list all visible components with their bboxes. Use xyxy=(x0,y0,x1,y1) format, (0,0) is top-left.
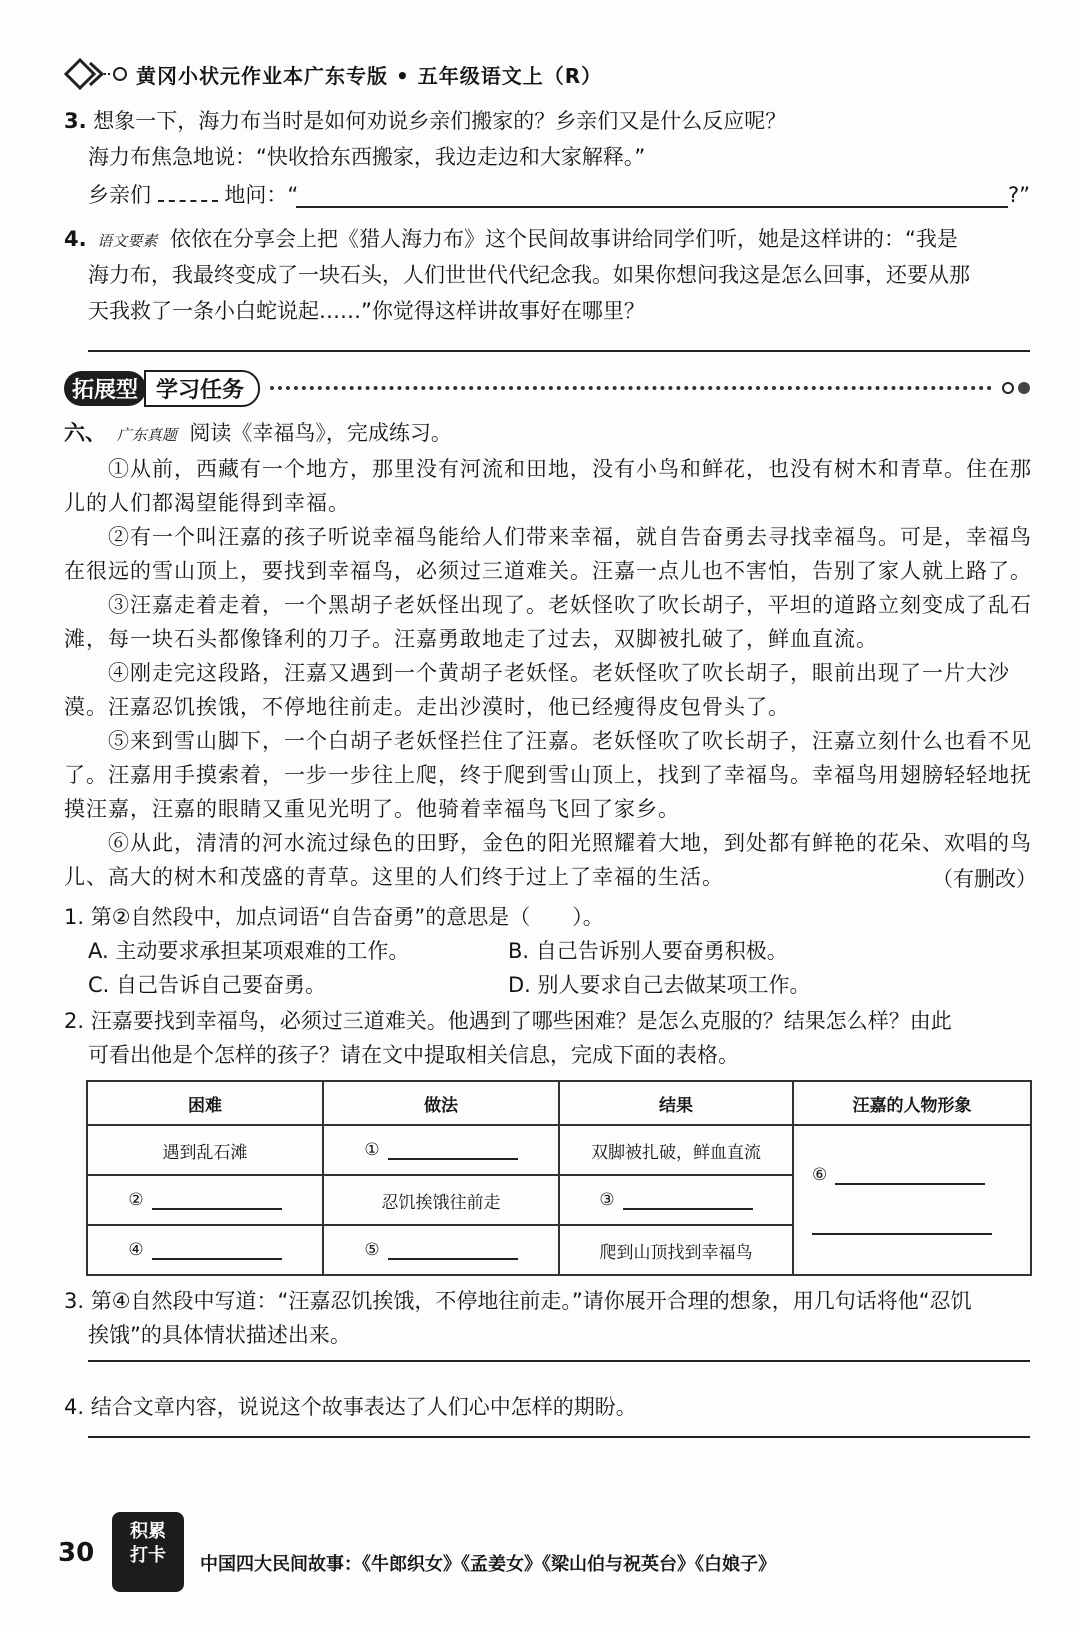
table-header: 结果 xyxy=(559,1081,793,1125)
table-cell-image[interactable]: ⑥ xyxy=(793,1125,1031,1275)
table-header: 汪嘉的人物形象 xyxy=(793,1081,1031,1125)
table-cell-blank[interactable]: ③ xyxy=(559,1175,793,1225)
question-3-line2: 乡亲们 地问：“ xyxy=(88,183,299,207)
q3-stem-line1: 3. 第④自然段中写道：“汪嘉忍饥挨饿，不停地往前走。”请你展开合理的想象，用几句话将他“忍饥 xyxy=(64,1289,972,1313)
quote-end: ?” xyxy=(1008,183,1031,207)
diamond-logo-icon xyxy=(62,57,130,91)
dotted-divider xyxy=(270,386,992,390)
accumulate-badge: 积累 打卡 xyxy=(112,1512,184,1592)
question-4-line1: 4. 语文要素 依依在分享会上把《猎人海力布》这个民间故事讲给同学们听，她是这样讲的：“我是 xyxy=(64,227,958,251)
table-header: 困难 xyxy=(87,1081,323,1125)
q1-option-c[interactable]: C. 自己告诉自己要奋勇。 xyxy=(88,973,327,997)
table-cell: 遇到乱石滩 xyxy=(87,1125,323,1175)
passage-para-4: ④刚走完这段路，汪嘉又遇到一个黄胡子老妖怪。老妖怪吹了吹长胡子，眼前出现了一片大沙漠。汪嘉忍饥挨饿，不停地往前走。走出沙漠时，他已经瘦得皮包骨头了。 xyxy=(64,661,1010,719)
dots-end-icon xyxy=(1002,380,1032,396)
q1-option-d[interactable]: D. 别人要求自己去做某项工作。 xyxy=(508,973,811,997)
tag-label: 语文要素 xyxy=(97,232,158,250)
table-cell-blank[interactable]: ④ xyxy=(87,1225,323,1275)
passage-para-1: ①从前，西藏有一个地方，那里没有河流和田地，没有小鸟和鲜花，也没有树木和青草。住在那儿的人们都渴望能得到幸福。 xyxy=(64,457,1032,515)
header-title: 黄冈小状元作业本广东专版 • 五年级语文上（R） xyxy=(136,63,603,88)
q3-stem-line2: 挨饿”的具体情状描述出来。 xyxy=(88,1323,351,1347)
section-bar xyxy=(64,370,1032,406)
answer-line[interactable] xyxy=(88,1436,1030,1438)
table-cell: 爬到山顶找到幸福鸟 xyxy=(559,1225,793,1275)
question-3-prompt: 3. 想象一下，海力布当时是如何劝说乡亲们搬家的？乡亲们又是什么反应呢？ xyxy=(64,109,787,133)
table-header: 做法 xyxy=(323,1081,559,1125)
q1-option-b[interactable]: B. 自己告诉别人要奋勇积极。 xyxy=(508,939,788,963)
answer-blank[interactable] xyxy=(158,200,218,202)
table-cell-blank[interactable]: ② xyxy=(87,1175,323,1225)
section-title: 学习任务 xyxy=(144,370,260,407)
passage-para-5: ⑤来到雪山脚下，一个白胡子老妖怪拦住了汪嘉。老妖怪吹了吹长胡子，汪嘉立刻什么也看不见了。汪嘉用手摸索着，一步一步往上爬，终于爬到雪山顶上，找到了幸福鸟。幸福鸟用翅膀轻轻地抚摸汪嘉，汪嘉的眼睛又重见光明了。他骑着幸福鸟飞回了家乡。 xyxy=(64,729,1032,821)
table-cell-blank[interactable]: ① xyxy=(323,1125,559,1175)
table-cell-blank[interactable]: ⑤ xyxy=(323,1225,559,1275)
tag-label: 广东真题 xyxy=(116,426,177,444)
answer-line[interactable] xyxy=(88,1360,1030,1362)
passage-para-6: ⑥从此，清清的河水流过绿色的田野，金色的阳光照耀着大地，到处都有鲜艳的花朵、欢唱的鸟儿、高大的树木和茂盛的青草。这里的人们终于过上了幸福的生活。 xyxy=(64,831,1032,889)
q1-option-a[interactable]: A. 主动要求承担某项艰难的工作。 xyxy=(88,939,410,963)
q2-stem-line2: 可看出他是个怎样的孩子？请在文中提取相关信息，完成下面的表格。 xyxy=(88,1043,739,1067)
section-type-pill: 拓展型 xyxy=(64,371,146,406)
question-4-line2: 海力布，我最终变成了一块石头，人们世世代代纪念我。如果你想问我这是怎么回事，还要从那 xyxy=(88,263,970,287)
page-header xyxy=(62,52,602,96)
question-3-line1: 海力布焦急地说：“快收拾东西搬家，我边走边和大家解释。” xyxy=(88,145,646,169)
page-number: 30 xyxy=(58,1538,95,1568)
table-cell: 双脚被扎破，鲜血直流 xyxy=(559,1125,793,1175)
question-4-line3: 天我救了一条小白蛇说起……”你觉得这样讲故事好在哪里？ xyxy=(88,299,645,323)
table-cell: 忍饥挨饿往前走 xyxy=(323,1175,559,1225)
answer-line[interactable] xyxy=(88,350,1030,352)
q1-stem: 1. 第②自然段中，加点词语“自告奋勇”的意思是（ ）。 xyxy=(64,905,604,929)
q2-stem-line1: 2. 汪嘉要找到幸福鸟，必须过三道难关。他遇到了哪些困难？是怎么克服的？结果怎么样？由此 xyxy=(64,1009,952,1033)
edit-note: （有删改） xyxy=(932,867,1037,891)
passage-para-2: ②有一个叫汪嘉的孩子听说幸福鸟能给人们带来幸福，就自告奋勇去寻找幸福鸟。可是，幸福鸟在很远的雪山顶上，要找到幸福鸟，必须过三道难关。汪嘉一点儿也不害怕，告别了家人就上路了。 xyxy=(64,525,1032,583)
footer-tip: 中国四大民间故事：《牛郎织女》《孟姜女》《梁山伯与祝英台》《白娘子》 xyxy=(200,1554,776,1575)
answer-line[interactable] xyxy=(296,206,1008,208)
section-six-heading: 六、 广东真题 阅读《幸福鸟》，完成练习。 xyxy=(64,421,452,445)
passage-para-3: ③汪嘉走着走着，一个黑胡子老妖怪出现了。老妖怪吹了吹长胡子，平坦的道路立刻变成了乱石滩，每一块石头都像锋利的刀子。汪嘉勇敢地走了过去，双脚被扎破了，鲜血直流。 xyxy=(64,593,1032,651)
answer-table xyxy=(86,1080,1032,1276)
q4-stem: 4. 结合文章内容，说说这个故事表达了人们心中怎样的期盼。 xyxy=(64,1395,637,1419)
